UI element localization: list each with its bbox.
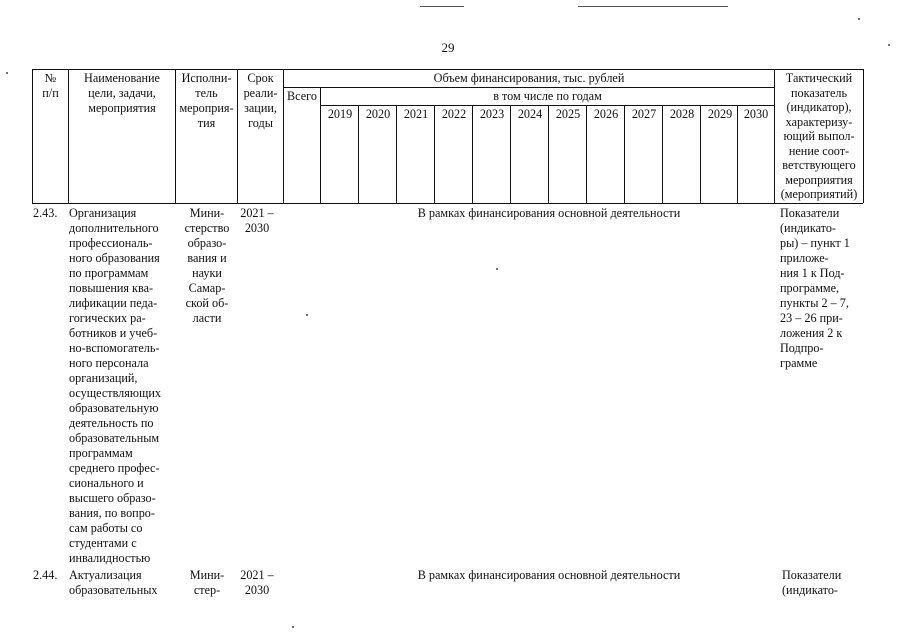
row-name: Организация дополнительного профессиональ- ного образования по программам повышения ква- лификации педа- гогических ра- ботников и учеб- но-вспомогатель- ного персонала организаций, осуществляющих образовательную деятельность по образовательным программам среднего профес- сионального и высшего образо- вания, по вопро- сам работы со студентами с инвалидностью (69, 206, 161, 565)
scan-speck (888, 44, 890, 46)
header-col-executor: Исполни- тель мероприя- тия (179, 71, 234, 130)
header-year: 2030 (743, 107, 769, 121)
header-year: 2024 (517, 107, 543, 121)
row-indicator: Показатели (индикато- ры) – пункт 1 приложе- ния 1 к Под- программе, пункты 2 – 7, 23 – 26 при- ложения 2 к Подпро- грамме (780, 206, 850, 370)
scan-artifact-line (578, 6, 728, 7)
header-year: 2020 (365, 107, 391, 121)
header-year: 2021 (403, 107, 429, 121)
scan-speck (6, 72, 8, 74)
scan-speck (858, 18, 860, 20)
row-number: 2.43. (33, 206, 58, 220)
header-year: 2019 (327, 107, 353, 121)
header-year: 2023 (479, 107, 505, 121)
scan-speck (496, 268, 498, 270)
row-term: 2021 – 2030 (240, 568, 274, 597)
header-col-name: Наименование цели, задачи, мероприятия (84, 71, 160, 115)
header-year: 2025 (555, 107, 581, 121)
header-financing-title: Объем финансирования, тыс. рублей (433, 71, 625, 85)
page-number: 29 (441, 40, 455, 55)
header-total: Всего (287, 89, 317, 103)
row-financing: В рамках финансирования основной деятельности (417, 206, 681, 220)
header-col-number: № п/п (42, 71, 59, 100)
row-number: 2.44. (33, 568, 58, 582)
row-term: 2021 – 2030 (240, 206, 274, 235)
header-year: 2026 (593, 107, 619, 121)
header-by-years: в том числе по годам (493, 89, 602, 103)
scan-speck (306, 314, 308, 316)
row-name: Актуализация образовательных (69, 568, 158, 597)
row-indicator: Показатели (индикато- (782, 568, 842, 597)
header-col-indicator: Тактический показатель (индикатор), характеризу- ющий выпол- нение соот- ветствующего мероприятия (мероприятий) (780, 71, 858, 201)
header-year: 2029 (707, 107, 733, 121)
scan-speck (292, 626, 294, 628)
header-year: 2027 (631, 107, 657, 121)
header-year: 2022 (441, 107, 467, 121)
row-executor: Мини- стер- (189, 568, 225, 597)
row-executor: Мини- стерство образо- вания и науки Самар- ской об- ласти (184, 206, 230, 325)
header-col-term: Срок реали- зации, годы (243, 71, 278, 130)
row-financing: В рамках финансирования основной деятельности (417, 568, 681, 582)
header-year: 2028 (669, 107, 695, 121)
scan-artifact-line (420, 6, 464, 7)
